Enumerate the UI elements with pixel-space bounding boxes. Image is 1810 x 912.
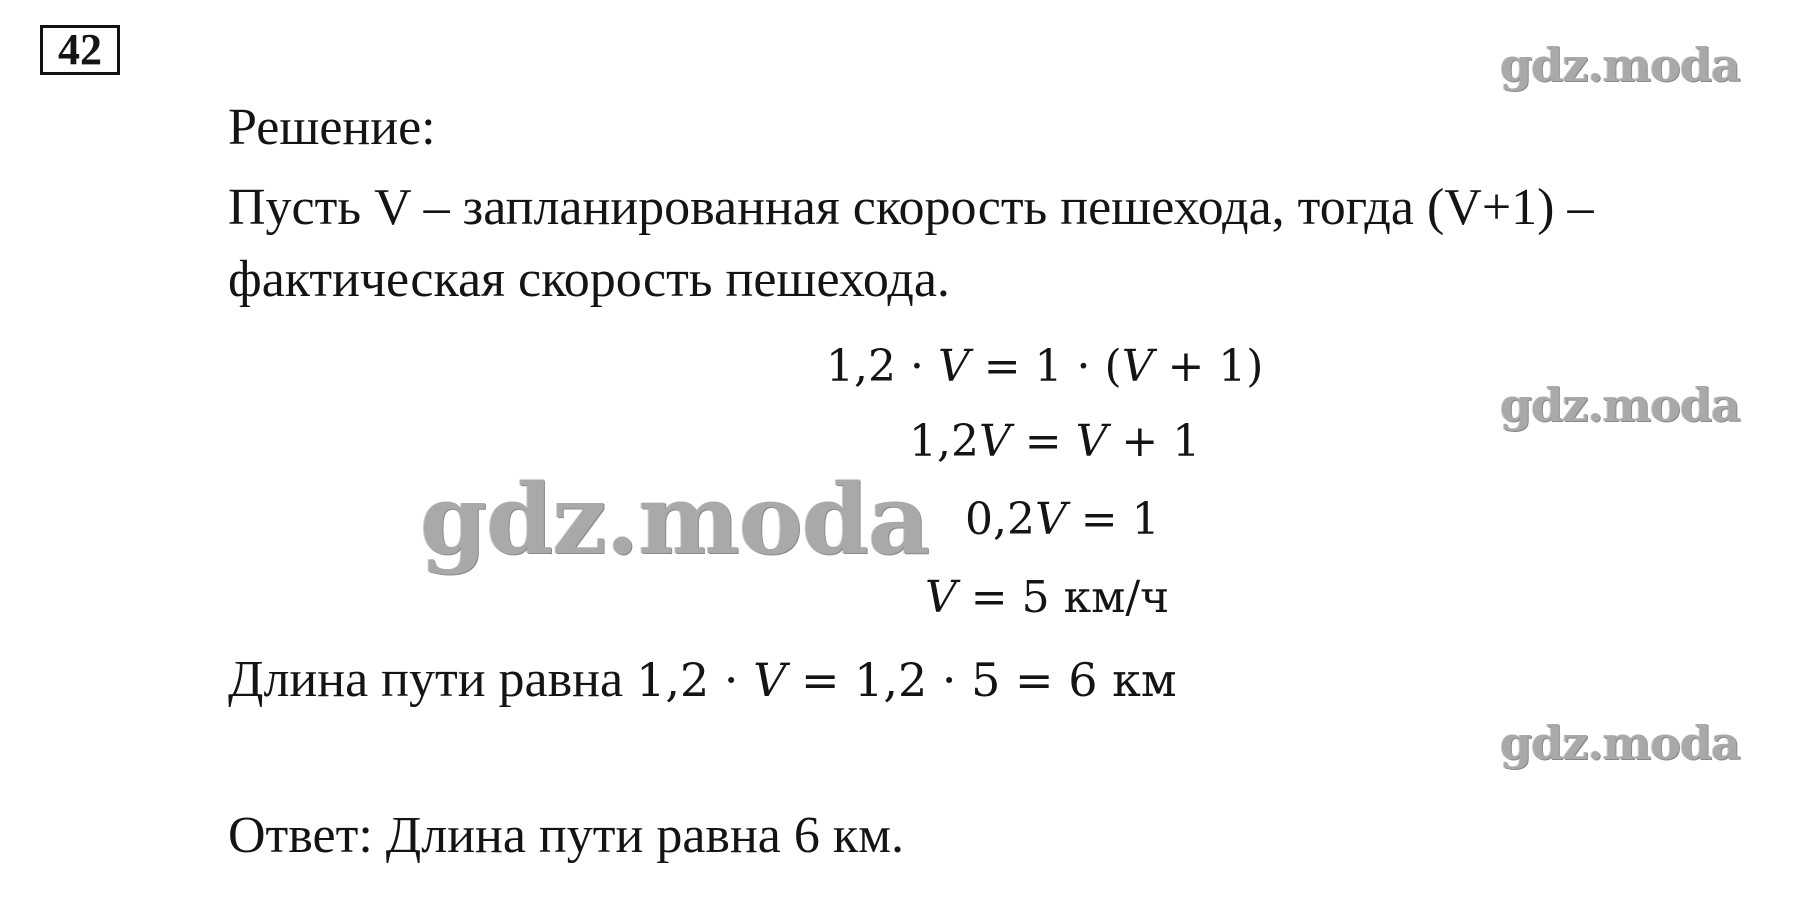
path-length-num: 1,2 · [636,653,754,707]
equation-3 [965,490,1160,550]
problem-number: 42 [40,25,120,75]
equation-1 [826,337,1263,397]
paragraph-line-2: фактическая скорость пешехода. [228,251,950,308]
eq3-left-var: V [1034,494,1067,545]
eq4-rest: = 5 км/ч [956,572,1170,623]
eq1-var2: V [1121,341,1154,392]
eq1-left-num: 1,2 · [826,341,938,392]
path-length-line [228,650,1177,710]
equation-2 [909,412,1200,472]
eq2-end: + 1 [1107,416,1201,467]
equation-4 [925,568,1169,628]
watermark-center: gdz.moda [420,463,930,576]
eq3-rest: = 1 [1066,494,1160,545]
watermark-bottom-right: gdz.moda [1500,716,1740,770]
path-length-prefix: Длина пути равна [228,651,637,708]
watermark-middle-right: gdz.moda [1500,378,1740,432]
path-length-var: V [753,653,787,707]
eq1-end: + 1) [1153,341,1264,392]
eq1-rest: = 1 · ( [969,341,1122,392]
path-length-rest: = 1,2 · 5 = 6 км [786,653,1177,707]
paragraph-line-1: Пусть V – запланированная скорость пешехода, тогда (V+1) – [228,179,1594,236]
solution-heading: Решение: [228,99,436,156]
eq2-left-var: V [978,416,1011,467]
eq4-left-var: V [925,572,957,623]
watermark-top-right: gdz.moda [1500,38,1740,92]
answer-line: Ответ: Длина пути равна 6 км. [228,807,905,864]
eq2-rest: = [1010,416,1076,467]
eq1-left-var: V [937,341,970,392]
eq2-var2: V [1075,416,1108,467]
eq3-left-num: 0,2 [965,494,1035,545]
eq2-left-num: 1,2 [909,416,979,467]
